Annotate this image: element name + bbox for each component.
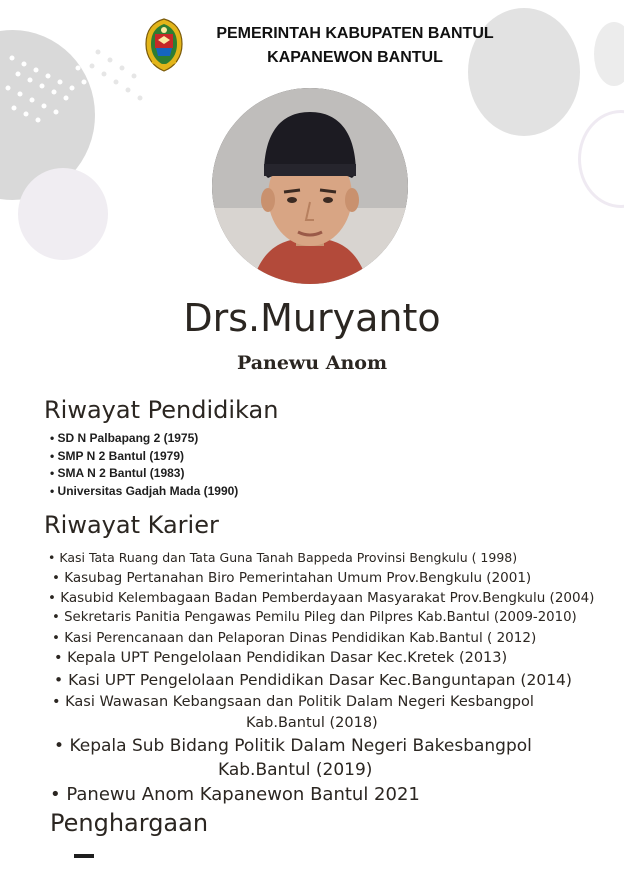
section-heading-pendidikan: Riwayat Pendidikan (44, 396, 279, 424)
list-item: • Universitas Gadjah Mada (1990) (50, 483, 238, 501)
list-item: • Kasi Tata Ruang dan Tata Guna Tanah Bappeda Provinsi Bengkulu ( 1998) (0, 548, 624, 568)
list-item: • Sekretaris Panitia Pengawas Pemilu Pileg dan Pilpres Kab.Bantul (2009-2010) (0, 608, 624, 628)
list-item-continuation: Kab.Bantul (2018) (246, 715, 378, 731)
profile-photo (212, 88, 408, 284)
list-item: • Kepala Sub Bidang Politik Dalam Negeri Bakesbangpol (0, 734, 624, 758)
list-item: • SMP N 2 Bantul (1979) (50, 448, 238, 466)
section-heading-karier: Riwayat Karier (44, 511, 219, 539)
section-heading-penghargaan: Penghargaan (50, 809, 209, 837)
list-item: • SMA N 2 Bantul (1983) (50, 465, 238, 483)
list-item-continuation: Kab.Bantul (2019) (218, 760, 373, 780)
profile-position: Panewu Anom (236, 352, 388, 374)
profile-name: Drs.Muryanto (183, 296, 441, 340)
decor-circle-edge (594, 22, 624, 86)
header-text (192, 22, 518, 70)
person-portrait (212, 88, 408, 284)
list-item: • Kepala UPT Pengelolaan Pendidikan Dasar Kec.Kretek (2013) (0, 648, 624, 669)
decor-dots (0, 30, 150, 140)
list-item: • Kasubid Kelembagaan Badan Pemberdayaan Masyarakat Prov.Bengkulu (2004) (0, 588, 624, 608)
list-item: • Kasi UPT Pengelolaan Pendidikan Dasar Kec.Banguntapan (2014) (0, 669, 624, 692)
list-item: • Panewu Anom Kapanewon Bantul 2021 (0, 782, 624, 808)
list-dash (74, 854, 94, 858)
header-line-1: PEMERINTAH KABUPATEN BANTUL (216, 25, 494, 42)
list-item: • Kasi Wawasan Kebangsaan dan Politik Dalam Negeri Kesbangpol (0, 692, 624, 713)
decor-ring-right (578, 110, 624, 208)
decor-circle-lilac (18, 168, 108, 260)
karier-list (0, 548, 624, 808)
list-item: • Kasubag Pertanahan Biro Pemerintahan Umum Prov.Bengkulu (2001) (0, 568, 624, 588)
list-item: • SD N Palbapang 2 (1975) (50, 430, 238, 448)
bantul-regency-emblem-icon (144, 18, 184, 72)
list-item: • Kasi Perencanaan dan Pelaporan Dinas Pendidikan Kab.Bantul ( 2012) (0, 628, 624, 648)
header (140, 18, 520, 76)
header-line-2: KAPANEWON BANTUL (267, 49, 443, 66)
pendidikan-list (50, 430, 238, 500)
